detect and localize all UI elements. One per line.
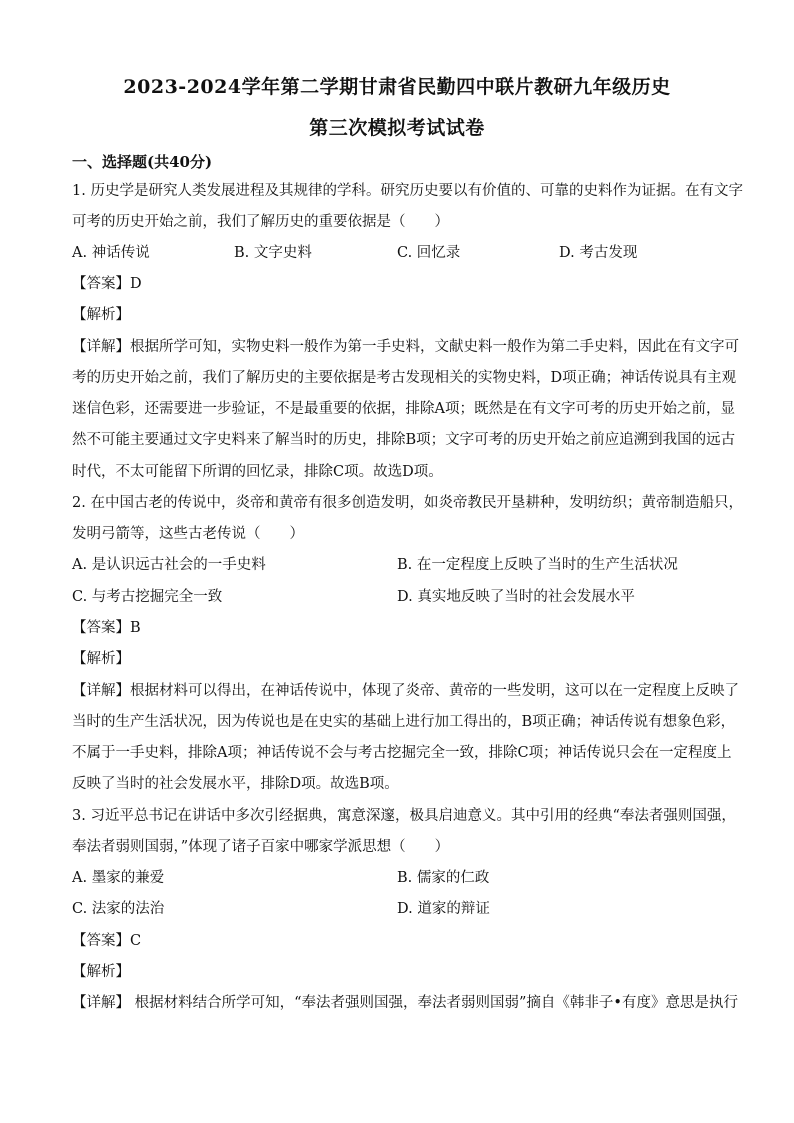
q2-answer: 【答案】B xyxy=(72,620,141,636)
q2-option-d: D. 真实地反映了当时的社会发展水平 xyxy=(397,589,635,605)
q1-detail-line1: 【详解】根据所学可知，实物史料一般作为第一手史料，文献史料一般作为第二手史料，因此在有文字可 xyxy=(72,339,739,355)
q3-answer: 【答案】C xyxy=(72,933,142,949)
q3-option-d: D. 道家的辩证 xyxy=(397,901,490,917)
q2-stem-line1: 2. 在中国古老的传说中，炎帝和黄帝有很多创造发明，如炎帝教民开垦耕种，发明纺织；黄帝制造船只， xyxy=(72,495,743,511)
q1-stem-line2: 可考的历史开始之前，我们了解历史的重要依据是（ ） xyxy=(72,214,449,230)
q2-stem-line2: 发明弓箭等，这些古老传说（ ） xyxy=(72,526,304,542)
q3-stem-line2: 奉法者弱则国弱，”体现了诸子百家中哪家学派思想（ ） xyxy=(72,839,450,855)
q3-analysis-label: 【解析】 xyxy=(72,964,130,980)
q1-detail-line3: 迷信色彩，还需要进一步验证，不是最重要的依据，排除A项；既然是在有文字可考的历史开始之前，显 xyxy=(72,401,735,417)
q1-detail-line4: 然不可能主要通过文字史料来了解当时的历史，排除B项；文字可考的历史开始之前应追溯到我国的远古 xyxy=(72,432,736,448)
q2-option-a: A. 是认识远古社会的一手史料 xyxy=(72,557,266,573)
q1-analysis-label: 【解析】 xyxy=(72,307,130,323)
q2-detail-line1: 【详解】根据材料可以得出，在神话传说中，体现了炎帝、黄帝的一些发明，这可以在一定程度上反映了 xyxy=(72,683,739,699)
q3-detail-line1: 【详解】 根据材料结合所学可知，“奉法者强则国强，奉法者弱则国弱”摘自《韩非子•有度》意思是执行 xyxy=(72,995,738,1011)
q1-stem-line1: 1. 历史学是研究人类发展进程及其规律的学科。研究历史要以有价值的、可靠的史料作为证据。在有文字 xyxy=(72,183,743,199)
q2-detail-line3: 不属于一手史料，排除A项；神话传说不会与考古挖掘完全一致，排除C项；神话传说只会在一定程度上 xyxy=(72,745,732,761)
q2-option-b: B. 在一定程度上反映了当时的生产生活状况 xyxy=(397,557,678,573)
q1-option-a: A. 神话传说 xyxy=(72,245,150,261)
q1-option-d: D. 考古发现 xyxy=(559,245,638,261)
document-title-line2: 第三次模拟考试试卷 xyxy=(309,117,485,139)
q1-option-c: C. 回忆录 xyxy=(397,245,461,261)
q2-detail-line4: 反映了当时的社会发展水平，排除D项。故选B项。 xyxy=(72,776,399,792)
q2-option-c: C. 与考古挖掘完全一致 xyxy=(72,589,223,605)
q3-option-a: A. 墨家的兼爱 xyxy=(72,870,165,886)
q1-option-b: B. 文字史料 xyxy=(234,245,312,261)
q3-option-c: C. 法家的法治 xyxy=(72,901,165,917)
q2-analysis-label: 【解析】 xyxy=(72,651,130,667)
q3-stem-line1: 3. 习近平总书记在讲话中多次引经据典，寓意深邃，极具启迪意义。其中引用的经典“奉法者强则国强， xyxy=(72,808,736,824)
q3-option-b: B. 儒家的仁政 xyxy=(397,870,490,886)
section-heading: 一、选择题(共40分) xyxy=(72,153,213,171)
q1-detail-line2: 考的历史开始之前，我们了解历史的主要依据是考古发现相关的实物史料，D项正确；神话传说具有主观 xyxy=(72,370,737,386)
document-title-line1: 2023-2024学年第二学期甘肃省民勤四中联片教研九年级历史 xyxy=(123,76,671,98)
q2-detail-line2: 当时的生产生活状况，因为传说也是在史实的基础上进行加工得出的，B项正确；神话传说有想象色彩， xyxy=(72,714,736,730)
q1-answer: 【答案】D xyxy=(72,276,142,292)
q1-detail-line5: 时代，不太可能留下所谓的回忆录，排除C项。故选D项。 xyxy=(72,464,443,480)
